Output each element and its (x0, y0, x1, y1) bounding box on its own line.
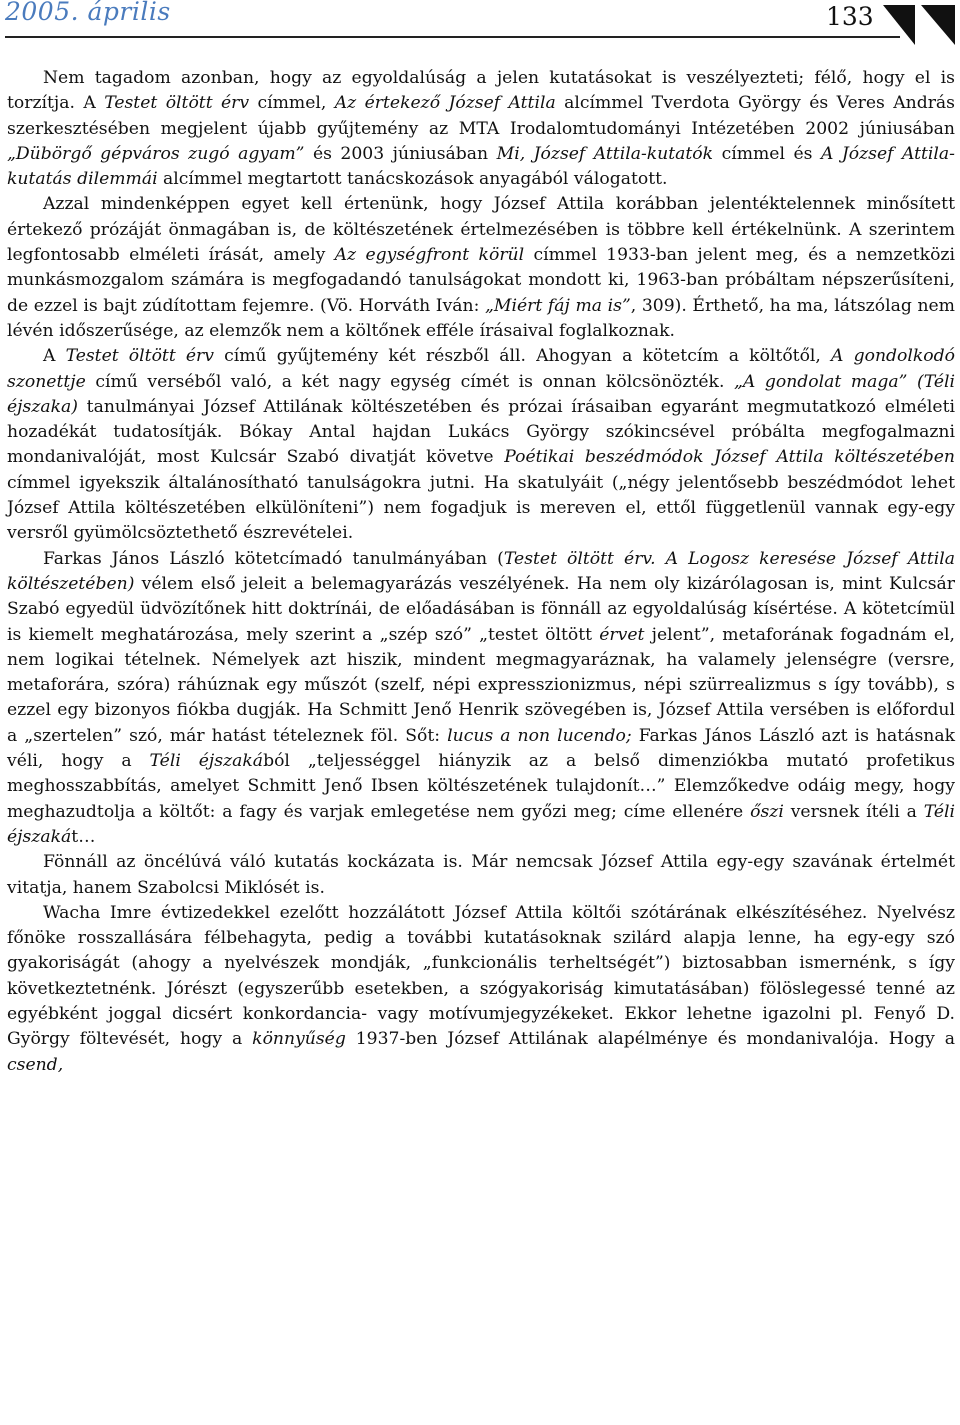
italic-run: lucus a non lucendo; (447, 725, 632, 746)
paragraph (7, 901, 955, 1078)
text-run: jelent”, metaforának fogadnám el, nem logikai tételnek. Némelyek azt hiszik, mindent megmagyaráznak, ha valamely jelenségre (versre, metaforára, szóra) ráhúznak egy műszót (szelf, népi expresszionizmus, népi szürrealizmus s így tovább), s ezzel egy bizonyos fiókba dugják. Ha Schmitt Jenő Henrik szövegében is, József Attila versében is előfordul a „szertelen” szó, már hatást tételeznek föl. Sőt: (7, 624, 956, 746)
italic-run: Testet öltött érv (65, 346, 214, 367)
italic-run: A gondolkodó szonettje (7, 346, 955, 392)
italic-run: Az egységfront körül (334, 245, 525, 266)
text-run: 1937-ben József Attilának alapélménye és mondanivalója. Hogy a (345, 1029, 955, 1050)
header-rule (5, 36, 900, 38)
paragraph (7, 850, 955, 901)
text-run: , 309). Érthető, ha ma, látszólag nem lévén időszerűsége, az elemzők nem a költőnek efféle írásaival foglalkoznak. (7, 295, 955, 341)
italic-run: A József Attila-kutatás dilemmái (7, 143, 955, 190)
italic-run: Testet öltött érv (104, 93, 250, 114)
text-run: versnek ítéli a (783, 801, 924, 822)
paragraph (7, 66, 955, 192)
article-body (7, 66, 955, 1078)
text-run: vélem első jeleit a belemagyarázás veszélyének. Ha nem oly kizárólagosan is, mint Kulcsár Szabó egyedül üdvözítőnek hitt doktrínái, de előadásában is fönnáll az egyoldalúság kísértése. A kötetcímül is kiemelt meghatározása, mely szerint a „szép szó” „testet öltött (7, 573, 955, 645)
text-run: ból „teljességgel hiányzik az a belső dimenziókba mutató profetikus meghosszabbítás, amelyet Schmitt Jenő Ibsen költészetének tulajdonít…” Elemzőkedve odáig megy, hogy meghazudtolja a költőt: a fagy és varjak emlegetése nem győzi meg; címe ellenére (7, 751, 956, 822)
issue-date: 2005. április (5, 0, 171, 26)
text-run: Fönnáll az öncélúvá váló kutatás kockázata is. Már nemcsak József Attila egy-egy szavának értelmét vitatja, hanem Szabolcsi Miklósét is. (7, 852, 955, 898)
paragraph (7, 547, 955, 851)
italic-run: „Dübörgő gépváros zugó agyam” (7, 143, 305, 164)
italic-run: csend, (7, 1054, 64, 1075)
text-run: címmel és (713, 143, 821, 164)
italic-run: Mi, József Attila-kutatók (496, 143, 714, 164)
italic-run: érvet (599, 624, 645, 645)
text-run: című verséből való, a két nagy egység címét is onnan kölcsönözték. (85, 371, 734, 392)
text-run: címmel igyekszik általánosítható tanulságokra jutni. Ha skatulyáit („négy jelentősebb beszédmódot lehet József Attila költészetében elkülöníteni”) nem fogadjuk is mereven el, ettől függetlenül vannak egy-egy versről gyümölcsöztethető észrevételei. (7, 472, 955, 544)
text-run: tanulmányai József Attilának költészetében és prózai írásaiban egyaránt megmutatkozó elméleti hozadékát tudatosítják. Bókay Antal hajdan Lukács György szókincsével próbálta megfogalmazni mondanivalóját, most Kulcsár Szabó divatját követve (7, 396, 955, 468)
text-run: címmel 1933-ban jelent meg, és a nemzetközi munkásmozgalom számára is megfogadandó tanulságokat mondott ki, 1963-ban próbáltam népszerűsíteni, de ezzel is bajt zúdítottam fejemre. (Vö. Horváth Iván: (7, 245, 955, 316)
text-run: Wacha Imre évtizedekkel ezelőtt hozzálátott József Attila költői szótárának elkészítéséhez. Nyelvész főnöke rosszallására félbehagyta, pedig a további kutatásoknak szilárd alapja lenne, ha egy-egy szó gyakoriságát (ahogy a nyelvészek mondják, „funkcionális terheltségét”) biztosabban ismernénk, s így következtetnénk. Jórészt (egyszerűbb esetekben, a szógyakoriság kimutatásában) fölöslegessé tenné az egyébként joggal dicsért konkordancia- vagy motívumjegyzékeket. Ekkor lehetne igazolni pl. Fenyő D. György föltevését, hogy a (7, 902, 955, 1050)
text-run: és 2003 júniusában (304, 143, 497, 164)
text-run: t… (71, 826, 96, 847)
paragraph (7, 192, 955, 344)
text-run: című gyűjtemény két részből áll. Ahogyan a kötetcím a költőtől, (213, 346, 832, 367)
text-run: alcímmel megtartott tanácskozások anyagából válogatott. (157, 169, 668, 190)
paragraph (7, 344, 955, 546)
italic-run: „Miért fáj ma is” (485, 295, 631, 316)
italic-run: „A gondolat maga” (Téli éjszaka) (7, 371, 955, 417)
text-run: Nem tagadom azonban, hogy az egyoldalúság a jelen kutatásokat is veszélyezteti; félő, hogy el is torzítja. A (7, 68, 955, 114)
italic-run: könnyűség (252, 1029, 346, 1050)
italic-run: Téli éjszaká (7, 801, 955, 847)
italic-run: Az értekező József Attila (334, 93, 556, 114)
italic-run: Téli éjszaká (149, 751, 264, 772)
page-header (0, 0, 960, 40)
page-number: 133 (826, 2, 874, 31)
italic-run: Poétikai beszédmódok József Attila költészetében (504, 447, 955, 468)
text-run: Azzal mindenképpen egyet kell értenünk, hogy József Attila korábban jelentéktelennek minősített értekező prózáját önmagában is, de költészetének értelmezésében is többre kell értékelnünk. A szerintem legfontosabb elméleti írását, amely (7, 194, 955, 266)
corner-triangles-icon (883, 5, 955, 47)
italic-run: Testet öltött érv. A Logosz keresése József Attila költészetében) (7, 548, 955, 594)
text-run: Farkas János László azt is hatásnak véli, hogy a (7, 725, 956, 772)
text-run: Farkas János László kötetcímadó tanulmányában ( (43, 548, 504, 569)
italic-run: őszi (750, 801, 784, 822)
text-run: címmel, (249, 93, 335, 114)
text-run: A (43, 346, 66, 367)
text-run: alcímmel Tverdota György és Veres András szerkesztésében megjelent újabb gyűjtemény az MTA Irodalomtudományi Intézetében 2002 júniusában (7, 93, 955, 139)
